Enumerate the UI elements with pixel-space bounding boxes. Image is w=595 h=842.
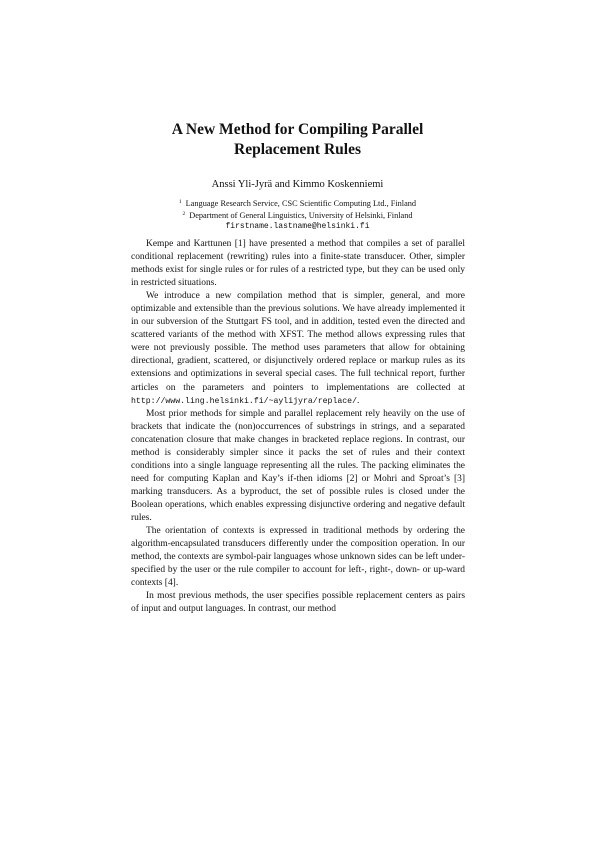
paragraph-2 bbox=[131, 290, 465, 407]
paper-title bbox=[0, 120, 595, 160]
paragraph-3: Most prior methods for simple and parallel replacement rely heavily on the use of brackets that indicate the (non)occurrences of substrings in strings, and a separated concatenation closure that make changes in bracketed replace regions. In contrast, our method is considerably simpler since it packs the set of rules and their context conditions into a single language representing all the rules. The packing eliminates the need for computing Kaplan and Kay’s if-then idioms [2] or Mohri and Sproat’s [3] marking transducers. As a byproduct, the set of possible rules is closed under the Boolean operations, which enables expressing disjunctive ordering and negative default rules. bbox=[131, 408, 465, 523]
affiliation-mark: 2 bbox=[182, 211, 186, 217]
paper-title-line-2: Replacement Rules bbox=[234, 141, 361, 158]
affiliations bbox=[0, 197, 595, 232]
body-text bbox=[131, 238, 465, 616]
affiliation-text: Department of General Linguistics, University of Helsinki, Finland bbox=[189, 211, 413, 220]
author-list: Anssi Yli-Jyrä and Kimmo Koskenniemi bbox=[211, 179, 384, 190]
paragraph-2-end: . bbox=[357, 395, 360, 406]
affiliation-2 bbox=[0, 209, 595, 221]
affiliation-text: Language Research Service, CSC Scientific Computing Ltd., Finland bbox=[185, 199, 417, 208]
affiliation-mark: 1 bbox=[178, 199, 182, 205]
paragraph-5: In most previous methods, the user specifies possible replacement centers as pairs of input and output languages. In contrast, our method bbox=[131, 591, 465, 615]
affiliation-1 bbox=[0, 197, 595, 209]
project-url-link[interactable]: http://www.ling.helsinki.fi/~aylijyra/replace/ bbox=[131, 396, 358, 406]
paper-title-line-1: A New Method for Compiling Parallel bbox=[171, 121, 424, 138]
author-email[interactable]: firstname.lastname@helsinki.fi bbox=[225, 222, 370, 231]
paragraph-4: The orientation of contexts is expressed in traditional methods by ordering the algorithm-encapsulated transducers differently under the composition operation. In our method, the contexts are symbol-pair languages whose unknown sides can be left under-specified by the user or the rule compiler to account for left-, right-, down- or up-ward contexts [4]. bbox=[131, 526, 465, 589]
paragraph-2-text: We introduce a new compilation method that is simpler, general, and more optimizable and extensible than the previous solutions. We have already implemented it in our subversion of the Stuttgart FS tool, and in addition, tested even the directed and scattered variants of the method with XFST. The method allows expressing rules that were not previously possible. The method uses parameters that allow for obtaining directional, gradient, scattered, or disjunctively ordered replace or markup rules as its extensions and optimizations in several special cases. The full technical report, further articles on the parameters and pointers to implementations are collected at bbox=[131, 291, 465, 393]
paragraph-1: Kempe and Karttunen [1] have presented a method that compiles a set of parallel conditional replacement (rewriting) rules into a finite-state transducer. Other, simpler methods exist for single rules or for rules of a restricted type, but they can be used only in restricted situations. bbox=[131, 239, 465, 289]
